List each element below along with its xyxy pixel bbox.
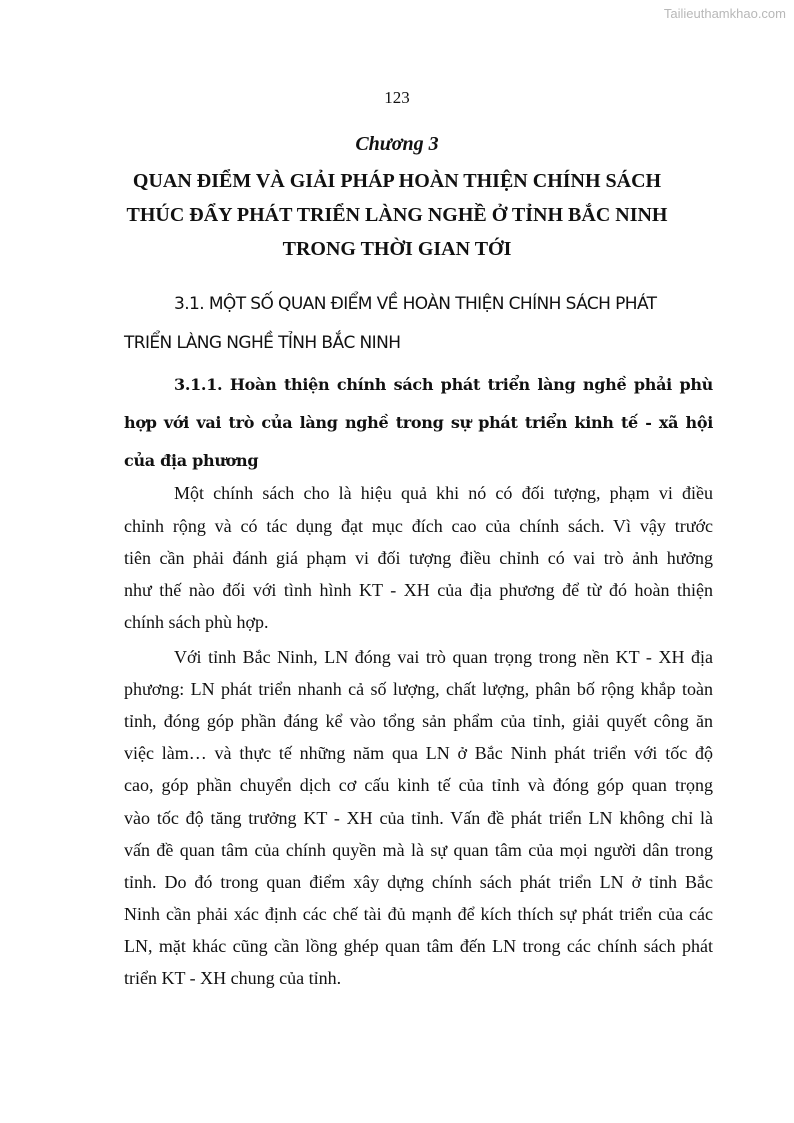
paragraph-line: cao, góp phần chuyển dịch cơ cấu kinh tế của tỉnh và đóng góp quan trọng (124, 775, 713, 795)
paragraph-line: như thế nào đối với tình hình KT - XH của địa phương để từ đó hoàn thiện (124, 580, 713, 600)
chapter-title-line: QUAN ĐIỂM VÀ GIẢI PHÁP HOÀN THIỆN CHÍNH SÁCH (132, 170, 662, 192)
paragraph-line: tỉnh, đóng góp phần đáng kể vào tổng sản phẩm của tỉnh, giải quyết công ăn (124, 711, 713, 731)
subsection-heading-line: của địa phương (124, 451, 259, 470)
page-number: 123 (384, 88, 410, 107)
paragraph-line: việc làm… và thực tế những năm qua LN ở Bắc Ninh phát triển với tốc độ (124, 743, 713, 763)
paragraph-line: triển KT - XH chung của tỉnh. (124, 968, 342, 988)
paragraph-line: LN, mặt khác cũng cần lồng ghép quan tâm đến LN trong các chính sách phát (124, 936, 713, 956)
paragraph-line: Với tỉnh Bắc Ninh, LN đóng vai trò quan trọng trong nền KT - XH địa (174, 647, 713, 667)
paragraph-line: phương: LN phát triển nhanh cả số lượng, chất lượng, phân bố rộng khắp toàn (124, 679, 713, 699)
watermark: Tailieuthamkhao.com (663, 6, 786, 21)
paragraph-line: vào tốc độ tăng trưởng KT - XH của tỉnh. Vấn đề phát triển LN không chỉ là (124, 808, 713, 828)
chapter-label: Chương 3 (355, 133, 439, 155)
paragraph-line: chỉnh rộng và có tác dụng đạt mục đích cao của chính sách. Vì vậy trước (124, 516, 713, 536)
paragraph-line: Một chính sách cho là hiệu quả khi nó có đối tượng, phạm vi điều (174, 483, 713, 503)
paragraph-line: Ninh cần phải xác định các chế tài đủ mạnh để kích thích sự phát triển của các (124, 904, 713, 924)
chapter-title-line: TRONG THỜI GIAN TỚI (282, 238, 512, 260)
paragraph-line: chính sách phù hợp. (124, 612, 269, 632)
chapter-title-line: THÚC ĐẨY PHÁT TRIỂN LÀNG NGHỀ Ở TỈNH BẮC NINH (126, 204, 668, 226)
subsection-heading-line: hợp với vai trò của làng nghề trong sự phát triển kinh tế - xã hội (124, 413, 713, 432)
paragraph-line: vấn đề quan tâm của chính quyền mà là sự quan tâm của mọi người dân trong (124, 840, 713, 860)
section-heading-line: 3.1. MỘT SỐ QUAN ĐIỂM VỀ HOÀN THIỆN CHÍNH SÁCH PHÁT (174, 294, 657, 314)
paragraph-line: tỉnh. Do đó trong quan điểm xây dựng chính sách phát triển LN ở tỉnh Bắc (124, 872, 713, 892)
section-heading-line: TRIỂN LÀNG NGHỀ TỈNH BẮC NINH (124, 333, 401, 353)
paragraph-line: tiên cần phải đánh giá phạm vi đối tượng điều chỉnh có vai trò ảnh hưởng (124, 548, 713, 568)
subsection-heading-line: 3.1.1. Hoàn thiện chính sách phát triển làng nghề phải phù (174, 375, 713, 394)
